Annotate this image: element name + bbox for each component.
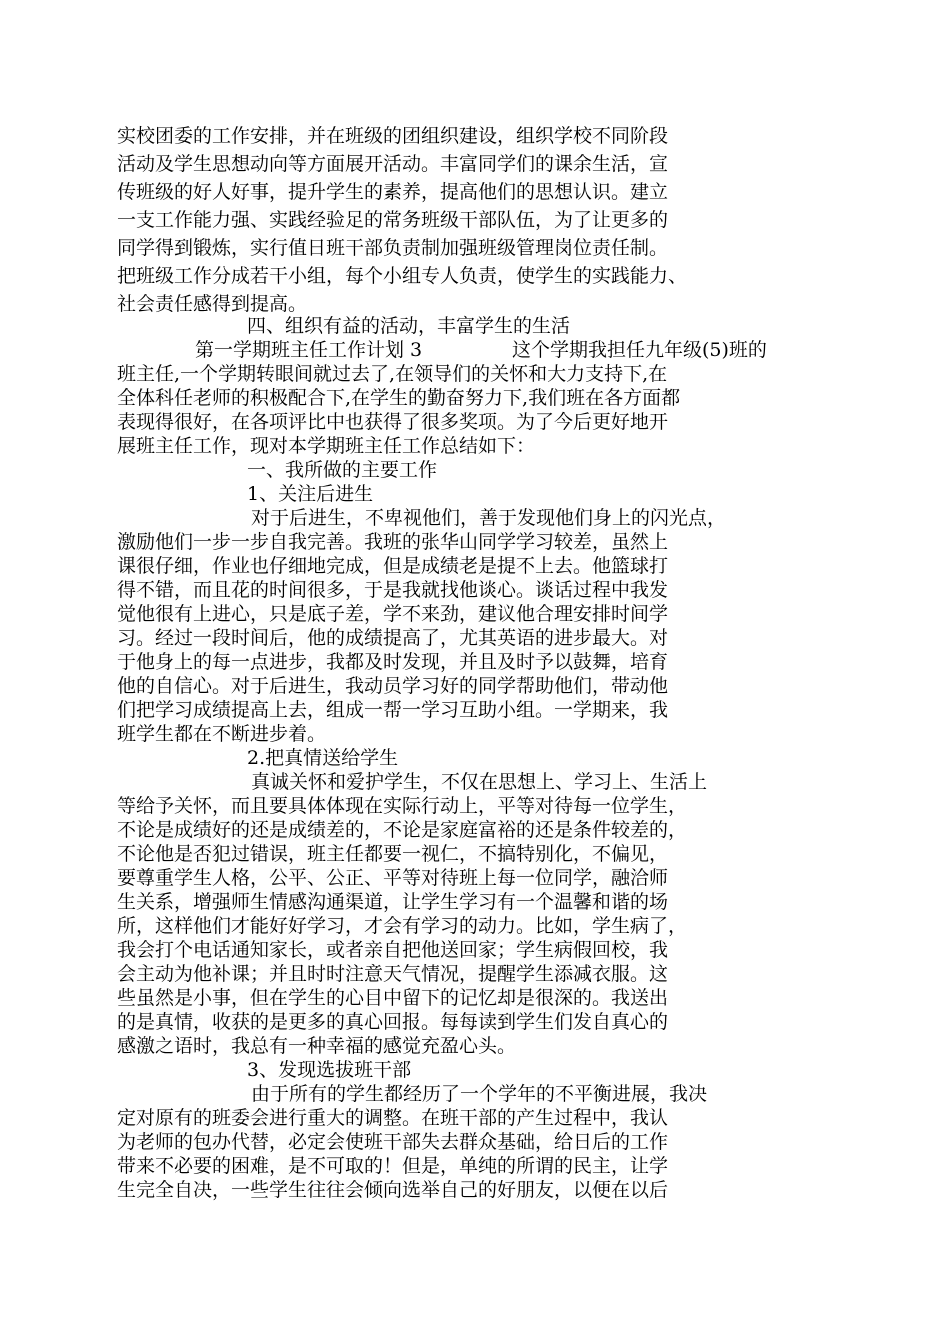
body-text-line: 所，这样他们才能好好学习，才会有学习的动力。比如，学生病了，: [117, 915, 688, 937]
subsection-heading: 2.把真情送给学生: [247, 747, 399, 769]
section-heading: 一、我所做的主要工作: [247, 459, 438, 481]
body-text-line: 带来不必要的困难，是不可取的！但是，单纯的所谓的民主，让学: [117, 1155, 669, 1177]
body-text-line: 激励他们一步一步自我完善。我班的张华山同学学习较差，虽然上: [117, 531, 669, 553]
body-text-line: 社会责任感得到提高。: [117, 293, 308, 315]
body-text-line: 展班主任工作，现对本学期班主任工作总结如下：: [117, 435, 536, 457]
body-text-line: 感激之语时，我总有一种幸福的感觉充盈心头。: [117, 1035, 517, 1057]
body-text-line: 班学生都在不断进步着。: [117, 723, 327, 745]
body-text-line: 他的自信心。对于后进生，我动员学习好的同学帮助他们，带动他: [117, 675, 669, 697]
section-heading: 四、组织有益的活动，丰富学生的生活: [247, 315, 571, 337]
body-text-line: 班主任,一个学期转眼间就过去了,在领导们的关怀和大力支持下,在: [117, 363, 668, 385]
body-text-line: 同学得到锻炼，实行值日班干部负责制加强班级管理岗位责任制。: [117, 237, 669, 259]
body-text-line: 习。经过一段时间后，他的成绩提高了，尤其英语的进步最大。对: [117, 627, 669, 649]
body-text-line: 要尊重学生人格，公平、公正、平等对待班上每一位同学，融洽师: [117, 867, 669, 889]
body-text-line: 我会打个电话通知家长，或者亲自把他送回家；学生病假回校，我: [117, 939, 669, 961]
body-text-line: 定对原有的班委会进行重大的调整。在班干部的产生过程中，我认: [117, 1107, 669, 1129]
body-text-line: 表现得很好，在各项评比中也获得了很多奖项。为了今后更好地开: [117, 411, 669, 433]
body-text-line: 于他身上的每一点进步，我都及时发现，并且及时予以鼓舞，培育: [117, 651, 669, 673]
subsection-heading: 3、发现选拔班干部: [247, 1059, 412, 1081]
body-text-line: 由于所有的学生都经历了一个学年的不平衡进展，我决: [251, 1083, 708, 1105]
body-text-line: 真诚关怀和爱护学生，不仅在思想上、学习上、生活上: [251, 771, 708, 793]
body-text-line: 这个学期我担任九年级(5)班的: [512, 339, 767, 361]
body-text-line: 对于后进生，不卑视他们，善于发现他们身上的闪光点，: [251, 507, 727, 529]
body-text-line: 生关系，增强师生情感沟通渠道，让学生学习有一个温馨和谐的场: [117, 891, 669, 913]
body-text-line: 会主动为他补课；并且时时注意天气情况，提醒学生添减衣服。这: [117, 963, 669, 985]
body-text-line: 等给予关怀，而且要具体体现在实际行动上，平等对待每一位学生，: [117, 795, 688, 817]
body-text-line: 们把学习成绩提高上去，组成一帮一学习互助小组。一学期来，我: [117, 699, 669, 721]
body-text-line: 活动及学生思想动向等方面展开活动。丰富同学们的课余生活，宣: [117, 153, 669, 175]
body-text-line: 觉他很有上进心，只是底子差，学不来劲，建议他合理安排时间学: [117, 603, 669, 625]
body-text-line: 一支工作能力强、实践经验足的常务班级干部队伍，为了让更多的: [117, 209, 669, 231]
body-text-line: 课很仔细，作业也仔细地完成，但是成绩老是提不上去。他篮球打: [117, 555, 669, 577]
body-text-line: 不论是成绩好的还是成绩差的，不论是家庭富裕的还是条件较差的，: [117, 819, 688, 841]
body-text-line: 传班级的好人好事，提升学生的素养，提高他们的思想认识。建立: [117, 181, 669, 203]
body-text-line: 实校团委的工作安排，并在班级的团组织建设，组织学校不同阶段: [117, 125, 669, 147]
document-title: 第一学期班主任工作计划 3: [195, 339, 423, 361]
body-text-line: 全体科任老师的积极配合下,在学生的勤奋努力下,我们班在各方面都: [117, 387, 681, 409]
body-text-line: 生完全自决，一些学生往往会倾向选举自己的好朋友，以便在以后: [117, 1179, 669, 1201]
body-text-line: 得不错，而且花的时间很多，于是我就找他谈心。谈话过程中我发: [117, 579, 669, 601]
body-text-line: 的是真情，收获的是更多的真心回报。每每读到学生们发自真心的: [117, 1011, 669, 1033]
body-text-line: 把班级工作分成若干小组，每个小组专人负责，使学生的实践能力、: [117, 265, 688, 287]
subsection-heading: 1、关注后进生: [247, 483, 374, 505]
body-text-line: 些虽然是小事，但在学生的心目中留下的记忆却是很深的。我送出: [117, 987, 669, 1009]
body-text-line: 为老师的包办代替，必定会使班干部失去群众基础，给日后的工作: [117, 1131, 669, 1153]
body-text-line: 不论他是否犯过错误，班主任都要一视仁，不搞特别化，不偏见，: [117, 843, 669, 865]
